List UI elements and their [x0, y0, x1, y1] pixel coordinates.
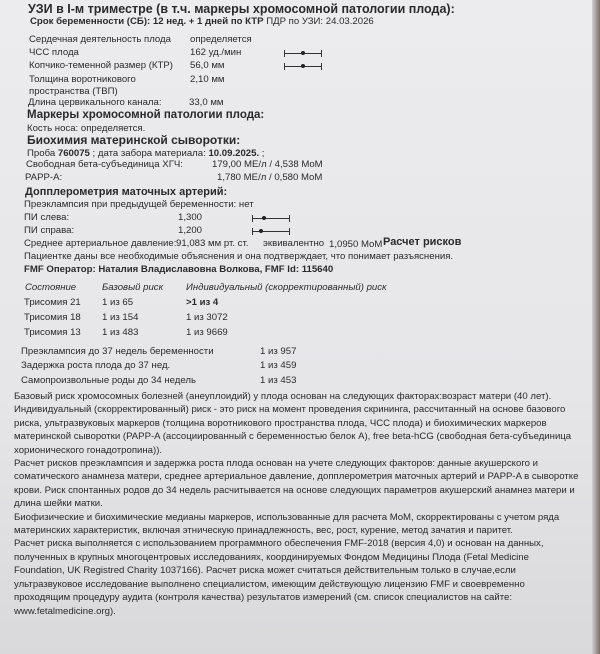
- map-value: 91,083 мм рт. ст.: [176, 238, 249, 249]
- edd: ПДР по УЗИ: 24.03.2026: [266, 16, 374, 27]
- markers-heading: Маркеры хромосомной патологии плода:: [27, 109, 265, 121]
- table-cell: Трисомия 13: [24, 327, 81, 338]
- risk-label: Преэклампсия до 37 недель беременности: [21, 346, 214, 357]
- report-title: УЗИ в I-м триместре (в т.ч. маркеры хромосомной патологии плода):: [28, 2, 455, 16]
- paragraph: Биофизические и биохимические медианы маркеров, использованные для расчета MoM, скорректированы с учетом ряда материнских характеристик, включая этническую принадлежность, вес, рост, курение, метод зачатия и паритет.: [14, 511, 560, 537]
- risk-label: Самопроизвольные роды до 34 недель: [21, 375, 197, 386]
- range-indicator: [252, 228, 290, 235]
- pi-left-label: ПИ слева:: [24, 212, 70, 223]
- sample-id: 760075: [57, 148, 90, 159]
- table-cell: 1 из 65: [102, 297, 134, 308]
- background-edge: [592, 0, 600, 654]
- table-header: Базовый риск: [102, 282, 164, 293]
- risk-calc-label: Расчет рисков: [383, 236, 462, 248]
- range-indicator: [252, 215, 290, 222]
- table-header: Состояние: [25, 282, 77, 293]
- range-indicator: [284, 63, 322, 70]
- paragraph: Индивидуальный (скорректированный) риск - это риск на момент проведения скрининга, рассчитанный на основе базового риска, ультразвуковых маркеров (толщина воротникового пространства плода, ЧСС плода) и биохимических маркеров материнской сыворотки (PAPP-A (ассоциированный с беременностью белок А), free beta-hCG (свободная бета-субъединица хорионического гонадотропина)).: [14, 404, 572, 456]
- fmf-operator: FMF Оператор: Наталия Владиславовна Волкова, FMF Id: 115640: [24, 264, 334, 275]
- table-cell: 1 из 9669: [186, 327, 228, 338]
- doppler-heading: Допплерометрия маточных артерий:: [25, 186, 228, 198]
- table-cell: 1 из 483: [102, 327, 139, 338]
- table-cell: 1 из 3072: [186, 312, 228, 323]
- us-value: 162 уд./мин: [190, 47, 242, 58]
- us-label: пространства (ТВП): [29, 86, 118, 97]
- paragraph: Расчет риска выполняется с использованием программного обеспечения FMF-2018 (версия 4,0) и основан на данных, полученных в крупных многоцентровых исследованиях, координируемых Фондом Медицины Плода (Fetal Medicine Foundation, UK Registred Charity 1037166). Расчет риска может считаться действительным только в случае,если ультразвуковое исследование выполнено специалистом, имеющим действующую лицензию FMF и своевременно проходящим процедуру аудита (контроля качества) результатов измерений (см. список специалистов на сайте: www.fetalmedicine.org).: [14, 538, 544, 617]
- hcg-label: Свободная бета-субъединица ХГЧ:: [26, 159, 183, 170]
- table-cell: 1 из 154: [102, 312, 139, 323]
- us-value: определяется: [190, 34, 252, 45]
- paragraph: Расчет рисков преэклампсия и задержка роста плода основан на учете следующих факторов: данные акушерского и соматического анамнеза матери, среднее артериальное давление, допплерометрия маточных артерий и PAPP-A в сыворотке крови. Риск спонтанных родов до 34 недель расчитывается на основе следующих параметров акушерский анамнез матери и длина шейки матки.: [14, 458, 579, 510]
- date-suffix: ;: [261, 148, 265, 159]
- us-label: Сердечная деятельность плода: [29, 34, 171, 45]
- nasal-bone: Кость носа: определяется.: [27, 123, 146, 134]
- pi-right-label: ПИ справа:: [24, 225, 75, 236]
- gestation-label: Срок беременности (СБ):: [30, 16, 151, 27]
- us-label: Копчико-теменной размер (КТР): [29, 60, 173, 71]
- pi-right-value: 1,200: [178, 225, 203, 236]
- risk-value: 1 из 957: [260, 346, 297, 357]
- table-cell: Трисомия 18: [24, 312, 81, 323]
- risk-value: 1 из 453: [260, 375, 297, 386]
- risk-value: 1 из 459: [260, 360, 297, 371]
- hcg-value: 179,00 МЕ/л / 4,538 MoM: [212, 159, 323, 170]
- table-header: Индивидуальный (скорректированный) риск: [186, 282, 387, 293]
- table-cell: >1 из 4: [186, 297, 219, 308]
- papp-value: 1,780 МЕ/л / 0,580 MoM: [217, 172, 323, 183]
- range-indicator: [284, 50, 322, 57]
- sample-label: Проба: [27, 148, 56, 159]
- explanation-text: [14, 390, 579, 618]
- biochem-heading: Биохимия материнской сыворотки:: [27, 133, 241, 147]
- us-label: ЧСС плода: [29, 47, 79, 58]
- map-equiv: эквивалентно: [263, 238, 325, 249]
- gestation-value: 12 нед. + 1 дней по КТР: [152, 16, 264, 27]
- preeclampsia-history: Преэклампсия при предыдущей беременности: нет: [24, 199, 254, 210]
- us-label: Длина цервикального канала:: [28, 97, 162, 108]
- us-value: 56,0 мм: [190, 60, 225, 71]
- map-mom: 1,0950 MoM: [329, 239, 383, 250]
- sample-date: 10.09.2025.: [208, 148, 260, 159]
- papp-label: PAPP-A:: [25, 172, 63, 183]
- date-label: ; дата забора материала:: [92, 148, 206, 159]
- map-label: Среднее артериальное давление:: [24, 238, 177, 249]
- pi-left-value: 1,300: [178, 212, 203, 223]
- us-value: 2,10 мм: [190, 74, 225, 85]
- paragraph: Базовый риск хромосомных болезней (анеуплоидий) у плода основан на следующих факторах:возраст матери (40 лет).: [14, 391, 552, 402]
- risk-label: Задержка роста плода до 37 нед.: [21, 360, 171, 371]
- gestation-line: [30, 16, 374, 28]
- table-cell: Трисомия 21: [24, 297, 81, 308]
- us-label: Толщина воротникового: [29, 74, 136, 85]
- us-value: 33,0 мм: [189, 97, 224, 108]
- consent-text: Пациентке даны все необходимые объяснения и она подтверждает, что понимает разъяснения.: [24, 251, 454, 262]
